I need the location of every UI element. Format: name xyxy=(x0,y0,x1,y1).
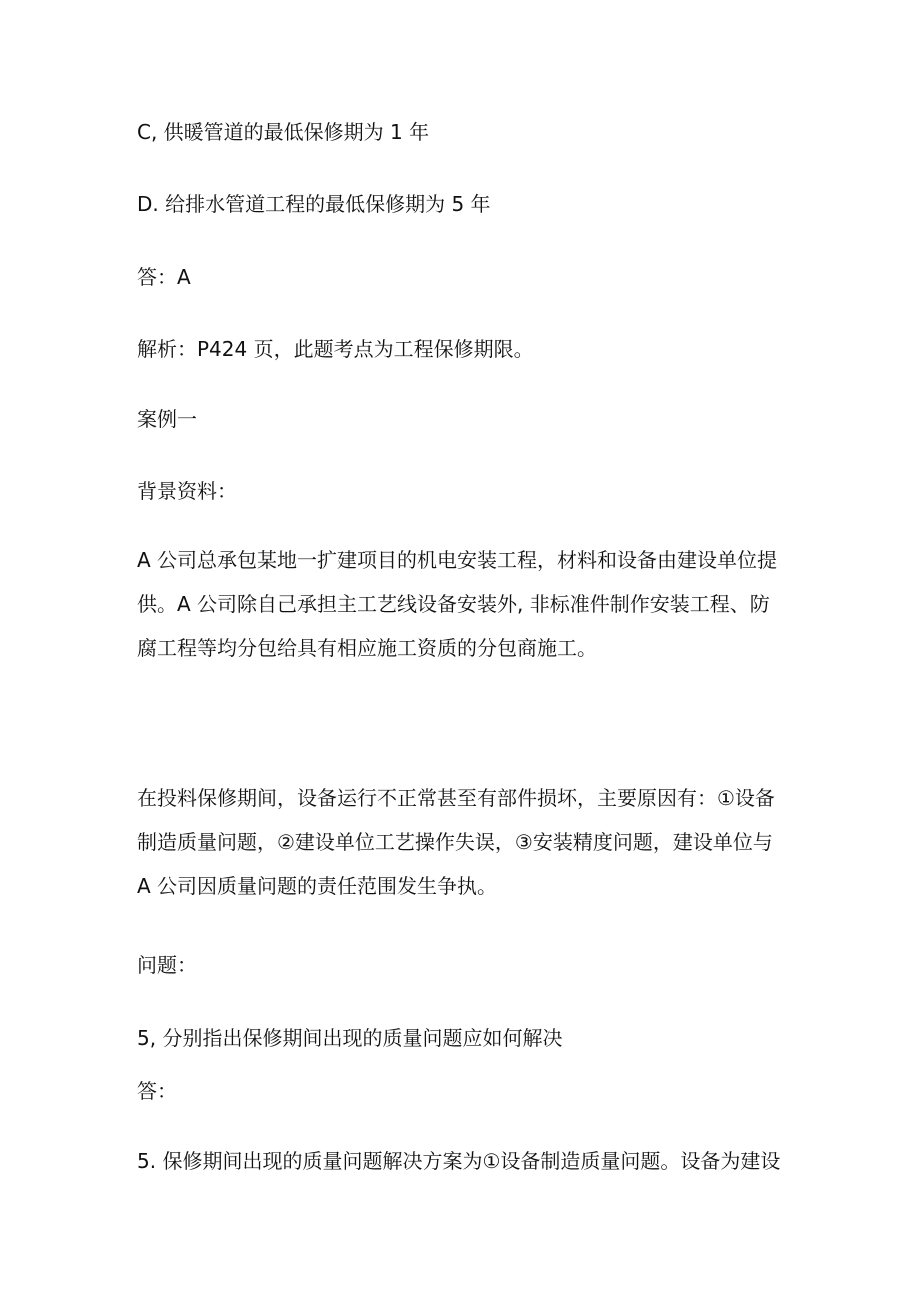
answer-1: 答：A xyxy=(137,265,191,289)
option-d: D. 给排水管道工程的最低保修期为 5 年 xyxy=(137,192,491,216)
issue-paragraph xyxy=(137,786,787,918)
question-label: 问题： xyxy=(137,953,197,977)
answer-5: 5. 保修期间出现的质量问题解决方案为①设备制造质量问题。设备为建设 xyxy=(137,1149,781,1173)
analysis-text: 解析：P424 页，此题考点为工程保修期限。 xyxy=(137,337,534,361)
question-5: 5, 分别指出保修期间出现的质量问题应如何解决 xyxy=(137,1026,563,1050)
background-paragraph xyxy=(137,548,787,680)
option-c: C, 供暖管道的最低保修期为 1 年 xyxy=(137,120,430,144)
issue-line: A 公司因质量问题的责任范围发生争执。 xyxy=(137,874,498,898)
background-line: A 公司总承包某地一扩建项目的机电安装工程，材料和设备由建设单位提 xyxy=(137,548,778,572)
answer-label: 答： xyxy=(137,1079,177,1103)
case-title: 案例一 xyxy=(137,407,197,431)
background-line: 供。A 公司除自己承担主工艺线设备安装外, 非标准件制作安装工程、防 xyxy=(137,592,770,616)
issue-line: 制造质量问题，②建设单位工艺操作失误，③安装精度问题，建设单位与 xyxy=(137,830,773,854)
background-label: 背景资料： xyxy=(137,479,237,503)
background-line: 腐工程等均分包给具有相应施工资质的分包商施工。 xyxy=(137,636,597,660)
issue-line: 在投料保修期间，设备运行不正常甚至有部件损坏，主要原因有：①设备 xyxy=(137,786,775,810)
